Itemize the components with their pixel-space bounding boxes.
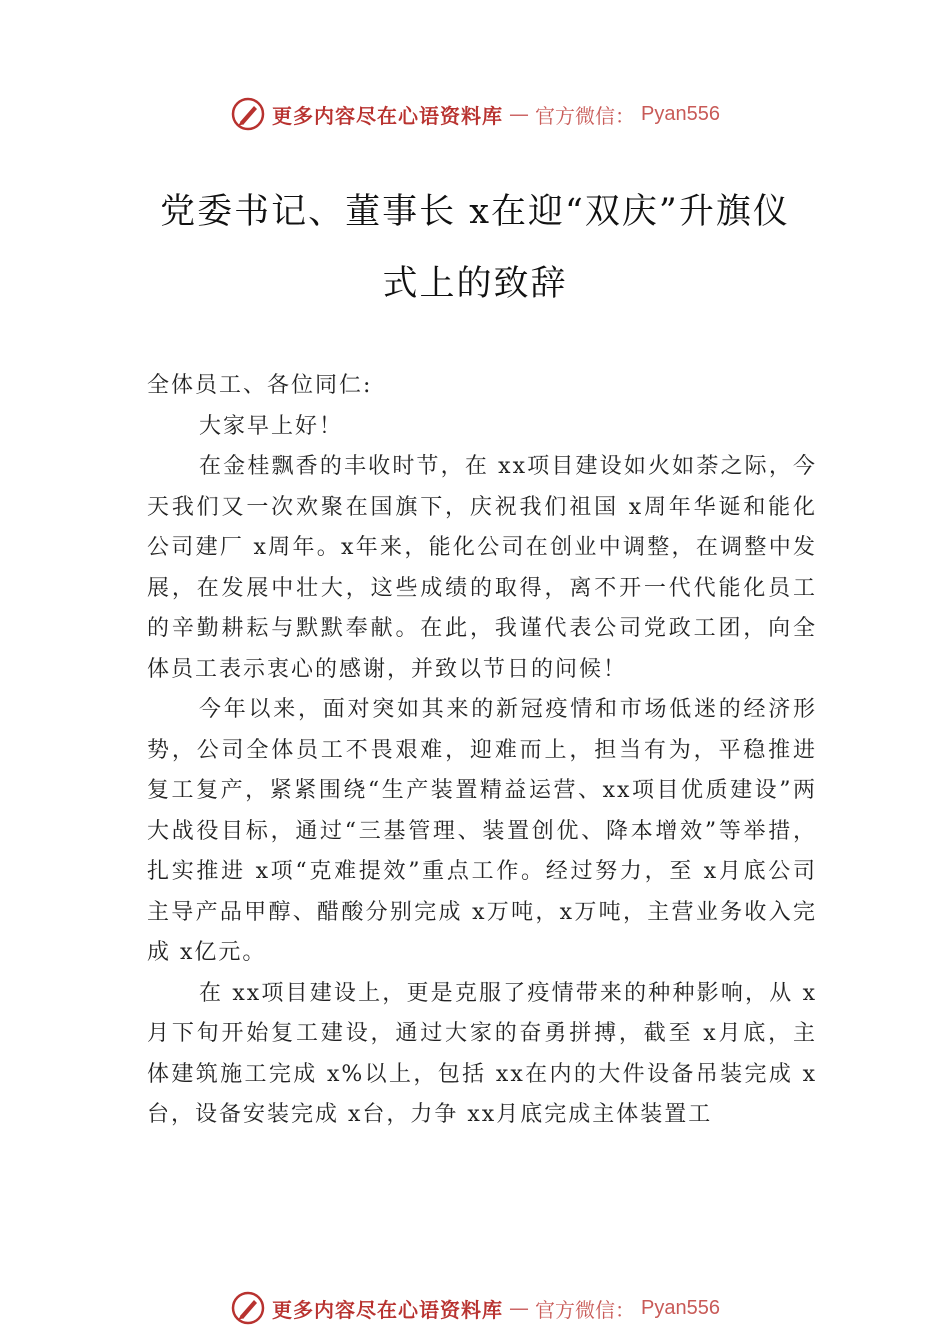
banner-label: 官方微信：: [535, 103, 636, 128]
banner-main-text: 更多内容尽在心语资料库: [272, 103, 504, 128]
paragraph: 在金桂飘香的丰收时节，在 xx项目建设如火如荼之际，今天我们又一次欢聚在国旗下，庆祝我们祖国 x周年华诞和能化公司建厂 x周年。x年来，能化公司在创业中调整，在调整中发展，在发展中壮大，这些成绩的取得，离不开一代代能化员工的辛勤耕耘与默默奉献。在此，我谨代表公司党政工团，向全体员工表示衷心的感谢，并致以节日的问候！: [147, 454, 817, 682]
paragraph: 今年以来，面对突如其来的新冠疫情和市场低迷的经济形势，公司全体员工不畏艰难，迎难而上，担当有为，平稳推进复工复产，紧紧围绕“生产装置精益运营、xx项目优质建设”两大战役目标，通过“三基管理、装置创优、降本增效”等举措，扎实推进 x项“克难提效”重点工作。经过努力，至 x月底公司主导产品甲醇、醋酸分别完成 x万吨，x万吨，主营业务收入完成 x亿元。: [147, 697, 817, 965]
banner-dash: —: [509, 1296, 530, 1320]
banner-wechat-id: Pyan556: [641, 102, 720, 125]
document-body: [147, 366, 817, 1136]
banner-wechat-id: Pyan556: [641, 1296, 720, 1319]
banner-label: 官方微信：: [535, 1297, 636, 1322]
title-line-2: 式上的致辞: [382, 264, 568, 304]
banner-main-text: 更多内容尽在心语资料库: [272, 1297, 504, 1322]
footer-banner: [0, 1290, 950, 1326]
paragraph-greeting: 大家早上好！: [199, 413, 344, 439]
title-line-1: 党委书记、董事长 x在迎“双庆”升旗仪: [160, 192, 790, 232]
pen-logo-icon: [230, 96, 266, 132]
header-banner: [0, 96, 950, 132]
salutation: 全体员工、各位同仁:: [147, 373, 373, 398]
banner-dash: —: [509, 102, 530, 126]
pen-logo-icon: [230, 1290, 266, 1326]
document-title: [120, 176, 830, 320]
paragraph: 在 xx项目建设上，更是克服了疫情带来的种种影响，从 x月下旬开始复工建设，通过大家的奋勇拼搏，截至 x月底，主体建筑施工完成 x%以上，包括 xx在内的大件设备吊装完成 x台，设备安装完成 x台，力争 xx月底完成主体装置工: [147, 980, 817, 1127]
